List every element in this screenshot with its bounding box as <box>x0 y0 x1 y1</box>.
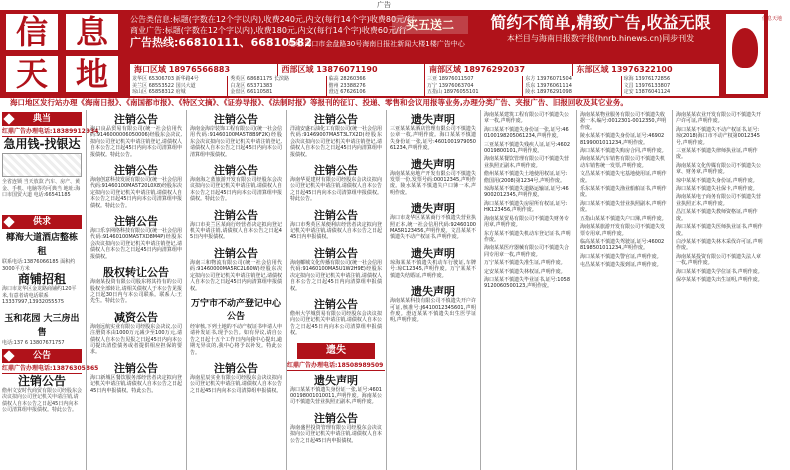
notice-column <box>186 110 285 470</box>
category-supply: 供求 <box>2 215 82 229</box>
pricing-line: 公告类信息:标题(字数在12个字以内),收费240元,内文(每行14个字)收费80元/行 <box>130 15 415 24</box>
phone-column: 临高 28260366 儋州 23388276 澄迈 67626106 <box>327 76 425 96</box>
notice-block: 注销公告 洋浦安盛石油化工有限公司(统一社会信用代码:91469007MA5T3L7X2D)经股东会决议拟向公司登记机关申请注销登记,请债权人自本公告之日起45日内向清算组申报债权。 <box>290 113 382 158</box>
masthead-logo <box>6 14 126 94</box>
list-item: 海南某某投资有限公司不慎遗失法人章一枚,声明作废。 <box>676 253 762 267</box>
list-item: 海口某某不慎遗失社保卡,声明作废。 <box>676 186 758 193</box>
list-item: 昌江某某不慎遗失教师资格证,声明作废。 <box>676 209 758 222</box>
classifieds-body <box>0 110 768 470</box>
notice-block: 注销公告 海南三和物流有限公司(统一社会信用代码:91460000MA5RC2L60W)经股东决定拟向公司登记机关申请注销登记,请债权人自本公告之日起45日内向清算组申报债权。 <box>190 246 282 292</box>
notice-block: 万宁市不动产登记中心公告 经审核,下列土地的不动产权证书申请人申请补发证书,现予公告。如有异议,请自公告之日起十五个工作日内向我中心提出,逾期无异议的,我中心将予以补发。特此公告。 <box>190 298 282 356</box>
logo-char: 天 <box>6 56 58 92</box>
list-item: 海南某某餐饮管理有限公司不慎遗失营业执照正副本,声明作废。 <box>484 156 570 169</box>
phone-column: 龙华区 65306703 新华路4号 美兰区 68553522 国兴大道 琼山区 65858312 府城 <box>130 76 228 96</box>
ad-text: 儋州文安时代商贸有限公司经股东会决议拟向公司登记机关申请注销,请债权人自本公告之日起45日内向本公司清算组申报债权。特此公告。 <box>2 387 83 413</box>
logo-char: 信 <box>6 14 58 50</box>
ad-center-address: 地址:海口市金盘路30号海南日报社新闻大楼1楼广告中心 <box>288 40 465 48</box>
ad-title: 玉和花园 大三房出售 <box>4 314 80 338</box>
ribbon-text: 信息天地 <box>761 16 782 22</box>
office-east: 东部区域 13976322100 <box>573 64 721 76</box>
ad-text: 联系电话:13876066185 面积约3000平方米 <box>2 259 76 272</box>
list-item: 海南某某贸易有限公司不慎遗失财务专用章,声明作废。 <box>484 215 570 229</box>
list-item: 海南某某农业开发有限公司不慎遗失开户许可证,声明作废。 <box>676 112 762 125</box>
notice-column <box>386 110 479 470</box>
list-item: 海口某某不慎遗失警官证,声明作废。 <box>580 253 662 260</box>
notice-block: 注销公告 海南盛世投资管理有限公司经股东会决议拟向公司登记机关申请注销,请债权人自本公告之日起45日内申报债权。 <box>290 411 382 444</box>
list-item: 海口某某不慎遗失学位证书,声明作废。 <box>676 268 763 275</box>
list-item: 三亚某某不慎遗失律师执业证,声明作废。 <box>676 148 758 161</box>
list-item: 海口某某不慎遗失毕业证书,证号:10589120060500123,声明作废。 <box>484 276 571 290</box>
list-item: 定安某某不慎遗失林权证,声明作废。 <box>484 268 566 275</box>
notice-block: 注销公告 海口乐享网络科技有限公司(统一社会信用代码:91460100MA5TXD8M4P)经股东会决议拟向公司登记机关申请注销登记,请债权人自本公告之日起45日内向清算组申报债权。 <box>90 215 182 260</box>
list-item: 东方某某不慎遗失机动车登记证书,声明作废。 <box>484 230 571 243</box>
list-item: 海口某某不慎遗失营业执照副本,声明作废。 <box>580 200 667 214</box>
notice-block: 遗失声明 海口市龙华区某某商行不慎遗失营业执照正本,统一社会信用代码:92460100MA5R123456,声明作废。文昌某某不慎遗失不动产权证书,声明作废。 <box>390 202 476 241</box>
ad-text: 全省连锁 当天放款 汽车、房产、黄金、手机、电脑等均可典当 地址:海口市国贸大道 电话:66541185 <box>2 179 81 198</box>
phone-column: 东方 13976071504 乐东 13976061114 陵水 18976291098 <box>523 76 621 96</box>
ad-title: 商铺招租 <box>17 272 66 286</box>
notice-block: 注销公告 海口新城区餐饮服务部经营者决定拟向登记机关申请注销,请债权人自本公告之日起45日内申报债权。特此公告。 <box>90 361 182 394</box>
list-item: 海口某某不慎遗失不动产权证书,证号:琼(2018)海口市不动产权第0012345号,声明作废。 <box>676 126 760 146</box>
ad-illustration <box>2 153 82 177</box>
logo-char: 息 <box>66 14 118 50</box>
notice-block: 股权转让公告 海南某投资有限公司股东将其持有的公司股权全部转让,请相关债权人于本公告见报之日起30日内与本公司联系。联系人:王先生。特此公告。 <box>90 266 182 305</box>
ad-contact-line: 红鼎广告办理电话:18389912934 <box>2 128 99 135</box>
list-item: 琼海某某不慎遗失道路运输证,证号:469002012345,声明作废。 <box>484 186 569 199</box>
ad-contact-line: 红鼎广告办理电话:18508989509 <box>287 361 384 369</box>
notice-block: 注销公告 海南海之蓝旅游开发有限公司经股东会决议拟向公司登记机关申请注销,请债权人自本公告之日起45日内向本公司清算组申报债权。特此公告。 <box>190 164 282 203</box>
sidebar <box>2 110 99 470</box>
lost-notice-column <box>672 110 766 470</box>
notice-block: 遗失声明 海口某某不慎遗失身份证一张,证号:460100198001010011,声明作废。海南某公司不慎遗失营业执照正副本,声明作废。 <box>290 373 382 406</box>
category-notice: 公告 <box>2 349 82 363</box>
ad-contact-line: 红鼎广告办理电话:13876305865 <box>2 364 99 372</box>
phone-column: 秀英区 68681175 长滨路 白龙区 65371383 金盘区 66110581 <box>228 76 326 96</box>
ad-text: 电话:137 6 13807671757 <box>2 340 65 346</box>
notice-block: 遗失声明 海南某某科技有限公司不慎遗失开户许可证,核准号:J6410012345601,声明作废。澄迈某某不慎遗失出生医学证明,声明作废。 <box>390 285 476 324</box>
notice-block: 遗失声明 三亚某某某酒店管理有限公司不慎遗失公章一枚,声明作废。海口某某不慎遗失身份证一张,证号:460100197905061234,声明作废。 <box>390 113 476 152</box>
list-item: 临高某某不慎遗失驾驶证,证号:460028198501011234,声明作废。 <box>580 238 665 252</box>
list-item: 海口某某不慎遗失身份证一张,证号:460100198205061234,声明作废。 <box>484 126 569 140</box>
slogan: 简约不简单,精致广告,收益无限 <box>490 13 711 32</box>
notice-block: 注销公告 海南华夏建材有限公司经股东会决议拟向公司登记机关申请注销,请债权人自本公告之日起45日内向本公司清算组申报债权。特此公告。 <box>290 164 382 203</box>
category-lost: 遗失 <box>297 343 375 359</box>
office-haikou: 海口区域 18976566883 <box>130 64 278 76</box>
phone-column: 三亚 18976011507 万宁 13976063704 五指山 18976055101 <box>425 76 523 96</box>
notice-block: 注销公告 海南椰城文化传播有限公司(统一社会信用代码:91460100MA5U1W2H9E)经股东决定拟向公司登记机关申请注销,请债权人自本公告之日起45日内向清算组申报债权。 <box>290 246 382 292</box>
list-item: 海南某某文化传媒有限公司不慎遗失公章、财务章,声明作废。 <box>676 162 762 176</box>
masthead-decoration <box>726 14 782 94</box>
ad-text: 海口市龙华区金龙路商铺约120平米,有意者请电话联系13337997,13932055575 <box>2 286 77 305</box>
notice-column <box>86 110 185 470</box>
list-item: 白沙某某不慎遗失林木采伐许可证,声明作废。 <box>676 238 763 252</box>
list-item: 乐东某某不慎遗失渔业船舶证书,声明作废。 <box>580 186 667 199</box>
list-item: 海南某某电子商务有限公司不慎遗失营业执照正本,声明作废。 <box>676 194 762 207</box>
list-item: 陵水某某不慎遗失身份证,证号:469028199001011234,声明作废。 <box>580 133 665 146</box>
pricing-line: 商业广告:标题(字数在12个字以内),收费180元,内文(每行14个字)收费60元/行 <box>130 26 407 35</box>
list-item: 三亚某某不慎遗失残疾人证,证号:46020019800101,声明作废。 <box>484 141 571 155</box>
notice-block: 注销公告 海口良品贸易有限公司(统一社会信用代码:9146000006050006)经股东会决议,拟向公司登记机关申请注销登记,请债权人自本公告之日起45日内向本公司清算组申报债权。特此公告。 <box>90 113 182 158</box>
list-item: 儋州某某不慎遗失土地使用权证,证号:儋国用(2008)第1234号,声明作废。 <box>484 171 568 184</box>
slogan-sub: 本栏目与海南日报数字报(hnrb.hinews.cn)同步刊发 <box>506 34 695 43</box>
list-item: 琼中某某不慎遗失身份证,声明作废。 <box>676 177 758 184</box>
notice-block: 注销公告 儋州大学城贸易有限公司经股东会决议拟向公司登记机关申请注销,请债权人自本公告之日起45日内向本公司清算组申报债权。 <box>290 297 382 337</box>
masthead <box>0 10 782 98</box>
notice-block: 注销公告 海口市美兰区某商行经营者决定拟向登记机关申请注销,请债权人自本公告之日起45日内申报债权。 <box>190 208 282 241</box>
list-item: 海南某某建筑工程有限公司不慎遗失公章一枚,声明作废。 <box>484 112 570 125</box>
category-pawn: 典当 <box>2 112 82 126</box>
regional-offices <box>130 64 720 76</box>
ad-title: 椰海大道酒店整栋租 <box>5 233 78 257</box>
list-item: 五指山某某不慎遗失户口簿,声明作废。 <box>580 215 667 222</box>
notice-block: 注销公告 海南创意科技发展有限公司(统一社会信用代码:91460100MA5T20L0X8)经股东决定拟向公司登记机关申请注销,请债权人自本公告之日起45日内向本公司清算组申报债权。特此公告。 <box>90 164 182 209</box>
list-item: 海口某某不慎遗失购房合同,声明作废。 <box>580 148 667 155</box>
list-item: 文昌某某不慎遗失宅基地使用证,声明作废。 <box>580 171 667 184</box>
phone-column: 琼海 13976172856 文昌 13976133807 定安 13876041124 <box>622 76 720 96</box>
logo-char: 地 <box>66 56 118 92</box>
notice-block: 注销公告 海南星辰实业有限公司经股东会决议拟向公司登记机关申请注销,请债权人自本公告之日起45日内向本公司清算组申报债权。 <box>190 361 282 394</box>
lost-notice-column <box>480 110 574 470</box>
office-south: 南部区域 18976292037 <box>425 64 573 76</box>
notice-block: 注销公告 海南金海岸装饰工程有限公司(统一社会信用代码:91460100MA5T8B9F2K)经股东会决议拟向公司登记机关申请注销登记,请债权人自本公告之日起45日内向本公司清算组申报债权。 <box>190 113 282 158</box>
office-west: 西部区域 13876071190 <box>278 64 426 76</box>
station-phone-grid <box>130 76 720 96</box>
notice-block: 减资公告 海南远航实业有限公司经股东会决议,公司注册资本由1000万元减少至100万元,请债权人自本公告见报之日起45日内向本公司提出清偿债务或者提供相应担保的要求。 <box>90 310 182 356</box>
notice-column <box>286 110 385 470</box>
list-item: 保亭某某不慎遗失出生证明,声明作废。 <box>676 276 763 283</box>
notice-block: 注销公告 海口市秀英区某便利店经营者决定拟向登记机关申请注销,请债权人自本公告之日起45日内申报债权。 <box>290 208 382 241</box>
list-item: 海南某某汽车销售有限公司不慎遗失机动车销售统一发票,声明作废。 <box>580 156 666 169</box>
list-item: 海口某某不慎遗失医师执业证书,声明作废。 <box>676 224 763 237</box>
ad-hotline: 广告热线:66810111、66810582 <box>130 36 312 49</box>
ad-title: 注销公告 <box>17 373 66 388</box>
lost-notice-column <box>576 110 670 470</box>
list-item: 海南某某旅游开发有限公司不慎遗失发票专用章,声明作废。 <box>580 224 666 237</box>
notice-block: 遗失声明 海南某某房地产开发有限公司不慎遗失发票一份,发票号码:00012345,声明作废。陵水某某不慎遗失户口簿一本,声明作废。 <box>390 157 476 196</box>
list-item: 万宁某某不慎遗失准生证,声明作废。 <box>484 260 566 267</box>
list-item: 海南某某物业服务有限公司不慎遗失收据一本,编号:0012301-0012350,声明作废。 <box>580 112 667 131</box>
promo-badge: 买五送二 <box>392 16 468 34</box>
section-tag: 广告 <box>377 1 391 9</box>
distribution-notice: 海口地区发行站办理《海南日报》、《南国都市报》、《特区文摘》、《证券导报》、《法制时报》等报刊的征订、投递、零售和会议用报等业务,办理分类广告、夹报广告、旧报回收及其它业务。 <box>0 98 768 108</box>
mascot-icon <box>732 28 758 68</box>
list-item: 屯昌某某不慎遗失报到证,声明作废。 <box>580 262 662 269</box>
list-item: 海南某某医疗器械有限公司不慎遗失合同专用章一枚,声明作废。 <box>484 245 570 258</box>
list-item: 海口某某不慎遗失房屋所有权证,证号:HK123456,声明作废。 <box>484 200 568 214</box>
notice-block: 遗失声明 琼海某某不慎遗失机动车行驶证,车牌号:琼C12345,声明作废。万宁某某不慎遗失结婚证,声明作废。 <box>390 246 476 279</box>
ad-title: 急用钱-找银达 <box>3 137 81 151</box>
